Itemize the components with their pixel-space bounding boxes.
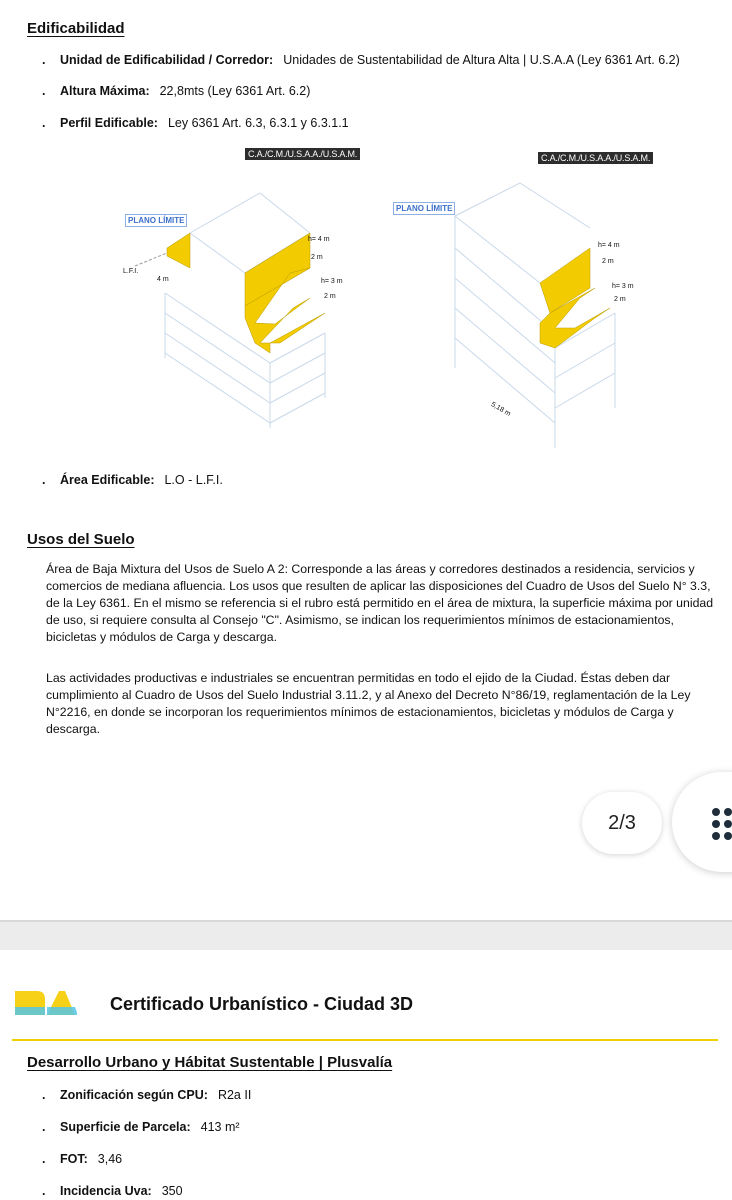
usos-paragraph-1: Área de Baja Mixtura del Usos de Suelo A 2: Corresponde a las áreas y corredores destinados a residencia, servicios y comercios de mediana afluencia. Los usos que resulten de aplicar las disposiciones del Cuadro de Usos del Suelo N° 3.3, de la Ley 6361. En el mismo se referencia si el rubro está permitido en el área de mixtura, la superficie máxima por unidad de uso, si requiere consulta al Consejo "C". Asimismo, se indican los requerimientos mínimos de estacionamientos, bicicletas y módulos de Carga y descarga. — [46, 562, 714, 644]
item-fot: . FOT: 3,46 — [42, 1152, 123, 1166]
item-altura-maxima: . Altura Máxima: 22,8mts (Ley 6361 Art. 6.2) — [42, 84, 311, 98]
item-area-edificable: . Área Edificable: L.O - L.F.I. — [42, 473, 223, 487]
diagram-caption: C.A./C.M./U.S.A.A./U.S.A.M. — [245, 148, 360, 160]
title-divider — [12, 1039, 718, 1041]
edificabilidad-title: Edificabilidad — [27, 20, 125, 37]
item-unidad-edificabilidad: . Unidad de Edificabilidad / Corredor: Unidades de Sustentabilidad de Altura Alta | U.S.A.A (Ley 6361 Art. 6.2) — [42, 53, 680, 67]
usos-suelo-title: Usos del Suelo — [27, 531, 135, 548]
diagram-caption: C.A./C.M./U.S.A.A./U.S.A.M. — [538, 152, 653, 164]
perfil-diagram-right: C.A./C.M./U.S.A.A./U.S.A.M. PLANO LÍMITE h= 4 m 2 m h= 3 m 2 m 5,18 m — [390, 148, 660, 458]
grid-dots-icon[interactable] — [672, 772, 732, 872]
item-incidencia-uva: . Incidencia Uva: 350 — [42, 1184, 183, 1198]
item-superficie-parcela: . Superficie de Parcela: 413 m² — [42, 1120, 240, 1134]
building-envelope-drawing — [390, 148, 660, 458]
certificate-title: Certificado Urbanístico - Ciudad 3D — [110, 994, 414, 1014]
plano-limite-label: PLANO LÍMITE — [393, 202, 455, 215]
plano-limite-label: PLANO LÍMITE — [125, 214, 187, 227]
building-envelope-drawing — [115, 148, 375, 448]
plusvalia-section-title: Desarrollo Urbano y Hábitat Sustentable | Plusvalía — [27, 1054, 393, 1071]
perfil-diagram-left: C.A./C.M./U.S.A.A./U.S.A.M. PLANO LÍMITE h= 4 m 2 m h= 3 m 2 m L.F.I. 4 m — [115, 148, 375, 448]
item-zonificacion: . Zonificación según CPU: R2a II — [42, 1088, 252, 1102]
item-perfil-edificable: . Perfil Edificable: Ley 6361 Art. 6.3, 6.3.1 y 6.3.1.1 — [42, 116, 349, 130]
page-separator — [0, 920, 732, 952]
document-page-3 — [0, 950, 732, 1200]
ba-logo-icon — [13, 985, 77, 1021]
page-indicator: 2/3 — [582, 792, 662, 854]
usos-paragraph-2: Las actividades productivas e industriales se encuentran permitidas en todo el ejido de la Ciudad. Éstas deben dar cumplimiento al Cuadro de Usos del Suelo Industrial 3.11.2, y al Anexo del Decreto N°86/19, reglamentación de la Ley N°2216, en donde se incorporan los requerimientos mínimos de estacionamientos, bicicletas y módulos de Carga y descarga. — [46, 671, 691, 736]
